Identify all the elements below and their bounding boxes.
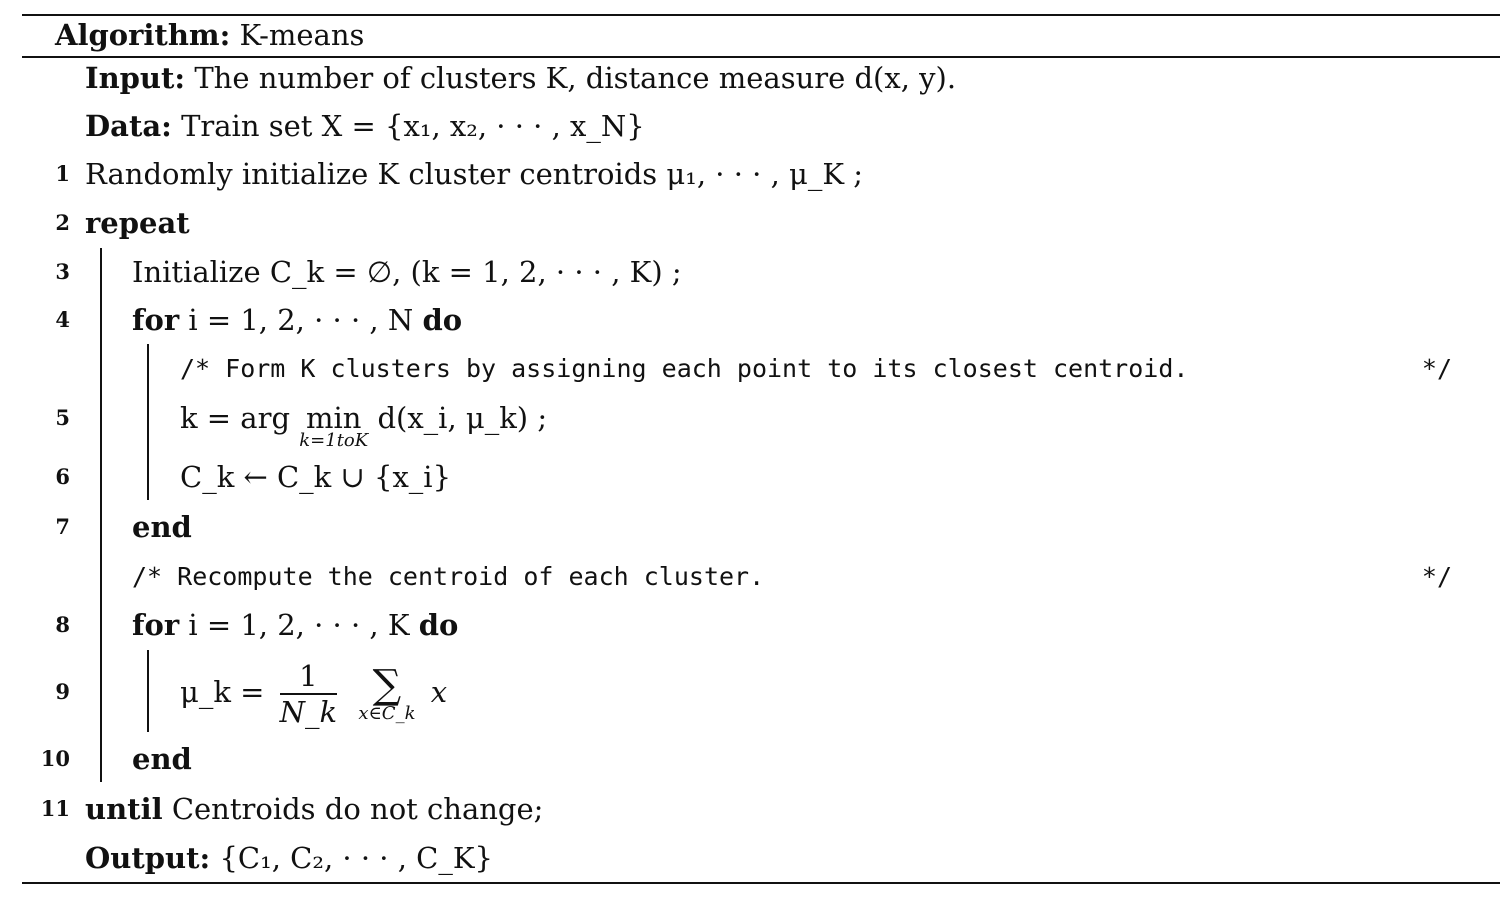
line-text: C_k ← C_k ∪ {x_i} bbox=[180, 460, 452, 494]
fraction bbox=[280, 659, 337, 729]
do-keyword: do bbox=[422, 303, 463, 337]
line-number: 1 bbox=[55, 161, 70, 186]
repeat-keyword: repeat bbox=[85, 206, 190, 240]
comment-row bbox=[0, 347, 1512, 391]
until-condition: Centroids do not change; bbox=[171, 792, 544, 826]
line-number: 7 bbox=[55, 514, 70, 539]
loop-range: i = 1, 2, · · · , K bbox=[188, 608, 410, 642]
line-number: 10 bbox=[40, 746, 70, 771]
sigma-symbol: ∑ bbox=[372, 662, 402, 708]
input-row bbox=[0, 56, 1512, 100]
input-label: Input: bbox=[85, 61, 186, 95]
repeat-block-line bbox=[100, 248, 102, 782]
line-11 bbox=[0, 787, 1512, 831]
line-number: 3 bbox=[55, 259, 70, 284]
algorithm-title bbox=[55, 16, 364, 54]
line-number: 2 bbox=[55, 210, 70, 235]
sum-subscript: x∈C_k bbox=[358, 703, 416, 724]
for-keyword: for bbox=[132, 303, 180, 337]
line-number: 6 bbox=[55, 464, 70, 489]
comment-end: */ bbox=[1421, 354, 1452, 383]
centroid-lhs: μ_k = bbox=[180, 675, 265, 709]
end-keyword: end bbox=[132, 510, 192, 544]
data-row bbox=[0, 104, 1512, 148]
until-keyword: until bbox=[85, 792, 163, 826]
line-text: Randomly initialize K cluster centroids μ₁, · · · , μ_K ; bbox=[85, 157, 864, 191]
fraction-numerator: 1 bbox=[280, 659, 337, 695]
for-keyword: for bbox=[132, 608, 180, 642]
min-operator bbox=[299, 396, 368, 450]
line-text: Initialize C_k = ∅, (k = 1, 2, · · · , K) ; bbox=[132, 255, 682, 289]
data-label: Data: bbox=[85, 109, 172, 143]
line-number: 11 bbox=[40, 796, 70, 821]
loop-range: i = 1, 2, · · · , N bbox=[188, 303, 414, 337]
line-7 bbox=[0, 505, 1512, 549]
argmin-lhs: k = arg bbox=[180, 401, 291, 435]
data-text: Train set X = {x₁, x₂, · · · , x_N} bbox=[181, 109, 645, 143]
line-number: 9 bbox=[55, 679, 70, 704]
argmin-rhs: d(x_i, μ_k) ; bbox=[377, 401, 548, 435]
summand: x bbox=[430, 675, 448, 709]
line-4 bbox=[0, 298, 1512, 342]
line-9 bbox=[0, 648, 1512, 736]
comment-text: /* Recompute the centroid of each cluster. bbox=[132, 562, 765, 591]
fraction-denominator: N_k bbox=[279, 695, 338, 729]
bottom-rule bbox=[22, 882, 1500, 884]
end-keyword: end bbox=[132, 742, 192, 776]
min-text: min bbox=[306, 401, 362, 435]
input-text: The number of clusters K, distance measure d(x, y). bbox=[194, 61, 957, 95]
min-subscript: k=1toK bbox=[299, 430, 369, 451]
comment-text: /* Form K clusters by assigning each point to its closest centroid. bbox=[180, 354, 1189, 383]
line-10 bbox=[0, 737, 1512, 781]
output-row bbox=[0, 836, 1512, 880]
line-8 bbox=[0, 603, 1512, 647]
comment-end: */ bbox=[1421, 562, 1452, 591]
line-number: 8 bbox=[55, 612, 70, 637]
for-block-line bbox=[147, 650, 149, 732]
output-label: Output: bbox=[85, 841, 211, 875]
do-keyword: do bbox=[418, 608, 459, 642]
line-2 bbox=[0, 201, 1512, 245]
comment-row bbox=[0, 555, 1512, 599]
for-block-line bbox=[147, 344, 149, 500]
line-5 bbox=[0, 396, 1512, 452]
algorithm-label: Algorithm: bbox=[55, 18, 231, 52]
line-number: 4 bbox=[55, 307, 70, 332]
summation bbox=[358, 662, 416, 724]
line-number: 5 bbox=[55, 405, 70, 430]
output-text: {C₁, C₂, · · · , C_K} bbox=[219, 841, 493, 875]
algorithm-name: K-means bbox=[239, 18, 365, 52]
line-6 bbox=[0, 455, 1512, 499]
line-3 bbox=[0, 250, 1512, 294]
line-1 bbox=[0, 152, 1512, 196]
